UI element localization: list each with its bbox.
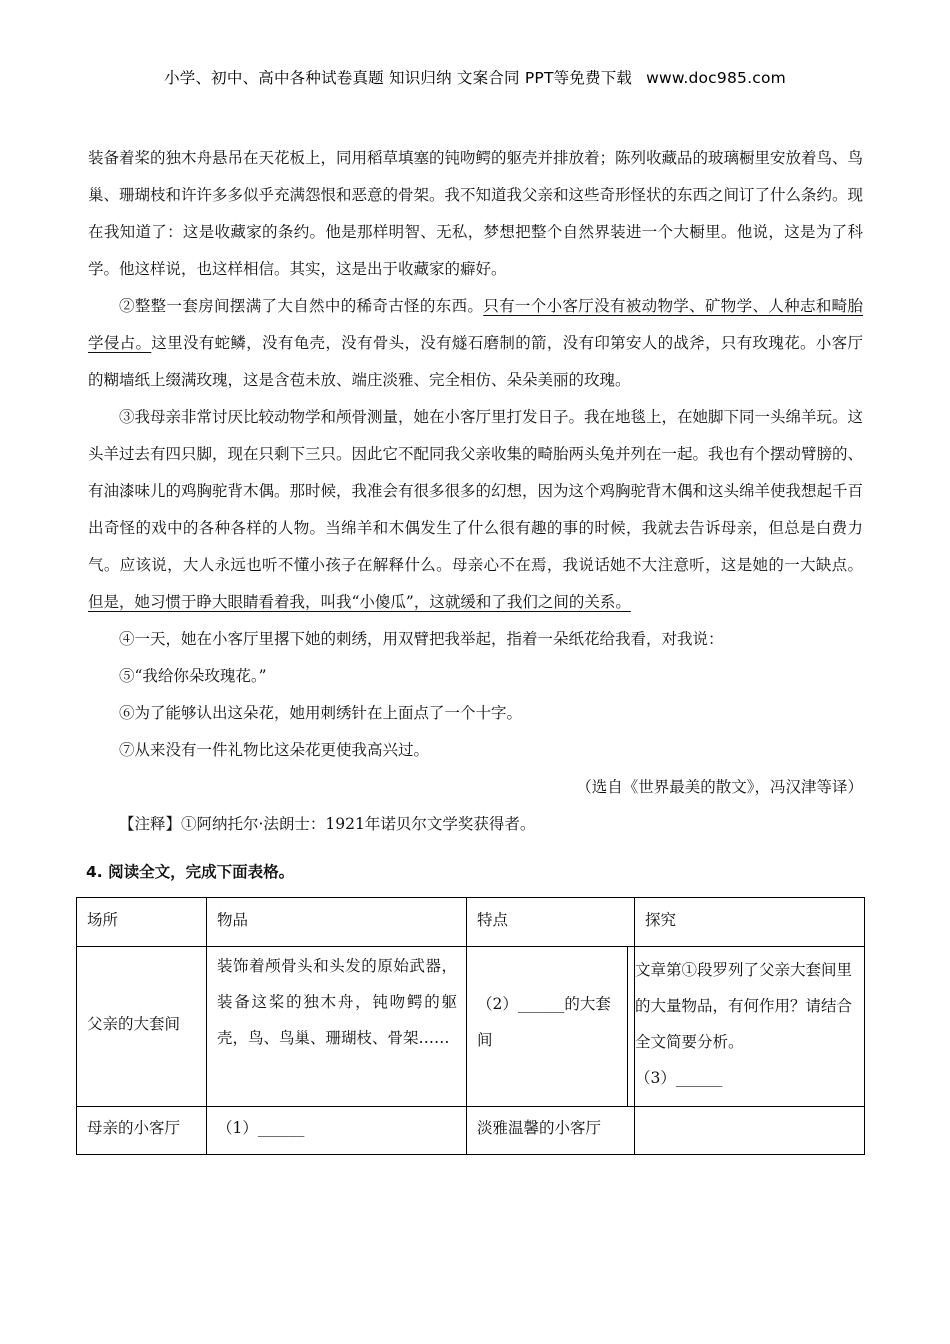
paragraph-7: ⑦从来没有一件礼物比这朵花更使我高兴过。: [119, 741, 430, 759]
page-header: [0, 66, 950, 88]
header-title: 小学、初中、高中各种试卷真题 知识归纳 文案合同 PPT等免费下载: [164, 69, 633, 87]
row1-explore: [635, 952, 857, 1096]
table-header-items: 物品: [217, 911, 249, 929]
table-header-feature: 特点: [477, 911, 509, 929]
table-header-divider: [77, 946, 864, 947]
row1-explore-question: 文章第①段罗列了父亲大套间里的大量物品，有何作用？请结合全文简要分析。: [635, 961, 853, 1051]
paragraph-6: ⑥为了能够认出这朵花，她用刺绣针在上面点了一个十字。: [119, 704, 523, 722]
table-col-divider-2: [466, 898, 467, 1154]
paragraph-2-start: ②整整一套房间摆满了大自然中的稀奇古怪的东西。: [119, 297, 484, 315]
passage: [88, 140, 863, 843]
row2-feature: 淡雅温馨的小客厅: [477, 1119, 602, 1137]
paragraph-5: ⑤“我给你朵玫瑰花。”: [119, 667, 267, 685]
paragraph-2: [88, 288, 863, 399]
source-citation: （选自《世界最美的散文》，冯汉津等译）: [576, 778, 863, 796]
header-url: www.doc985.com: [646, 69, 786, 87]
table-col-divider-3b: [627, 946, 628, 1106]
answer-table: [76, 897, 865, 1155]
paragraph-4: ④一天，她在小客厅里撂下她的刺绣，用双臂把我举起，指着一朵纸花给我看，对我说：: [119, 630, 724, 648]
row2-place: 母亲的小客厅: [87, 1119, 181, 1137]
paragraph-3: [88, 399, 863, 621]
row2-items-blank[interactable]: （1）______: [217, 1119, 305, 1137]
question-4-label: 4. 阅读全文，完成下面表格。: [86, 863, 295, 881]
table-col-divider-1: [206, 898, 207, 1154]
row1-items: 装饰着颅骨头和头发的原始武器，装备这桨的独木舟，钝吻鳄的躯壳，鸟、鸟巢、珊瑚枝、骨架……: [217, 957, 457, 1047]
row1-explore-blank[interactable]: （3）______: [635, 1069, 723, 1087]
table-row-divider: [77, 1106, 864, 1107]
paragraph-3-underlined: 但是，她习惯于睁大眼睛看着我，叫我“小傻瓜”，这就缓和了我们之间的关系。: [88, 593, 631, 611]
paragraph-2-underlined: 只有一个小客厅没有被动物学、矿物学、人种志和畸胎学侵占。: [88, 297, 863, 352]
annotation-note: 【注释】①阿纳托尔·法朗士：1921年诺贝尔文学奖获得者。: [119, 815, 536, 833]
row1-place: 父亲的大套间: [87, 1015, 181, 1033]
row1-feature: （2）______的大套间: [477, 995, 611, 1049]
table-header-explore: 探究: [645, 911, 677, 929]
paragraph-1-continued: 装备着桨的独木舟悬吊在天花板上，同用稻草填塞的钝吻鳄的躯壳并排放着；陈列收藏品的玻璃橱里安放着鸟、鸟巢、珊瑚枝和许许多多似乎充满怨恨和恶意的骨架。我不知道我父亲和这些奇形怪状的东西之间订了什么条约。现在我知道了：这是收藏家的条约。他是那样明智、无私，梦想把整个自然界装进一个大橱里。他说，这是为了科学。他这样说，也这样相信。其实，这是出于收藏家的癖好。: [88, 149, 864, 278]
table-header-place: 场所: [87, 911, 119, 929]
paragraph-3-start: ③我母亲非常讨厌比较动物学和颅骨测量，她在小客厅里打发日子。我在地毯上，在她脚下同一头绵羊玩。这头羊过去有四只脚，现在只剩下三只。因此它不配同我父亲收集的畸胎两头兔并列在一起。我也有个摆动臂膀的、有油漆味儿的鸡胸驼背木偶。那时候，我准会有很多很多的幻想，因为这个鸡胸驼背木偶和这头绵羊使我想起千百出奇怪的戏中的各种各样的人物。当绵羊和木偶发生了什么很有趣的事的时候，我就去告诉母亲，但总是白费力气。应该说，大人永远也听不懂小孩子在解释什么。母亲心不在焉，我说话她不大注意听，这是她的一大缺点。: [88, 408, 864, 574]
paragraph-2-rest: 这里没有蛇鳞，没有龟壳，没有骨头，没有燧石磨制的箭，没有印第安人的战斧，只有玫瑰花。小客厅的糊墙纸上缀满玫瑰，这是含苞未放、端庄淡雅、完全相仿、朵朵美丽的玫瑰。: [88, 334, 863, 389]
